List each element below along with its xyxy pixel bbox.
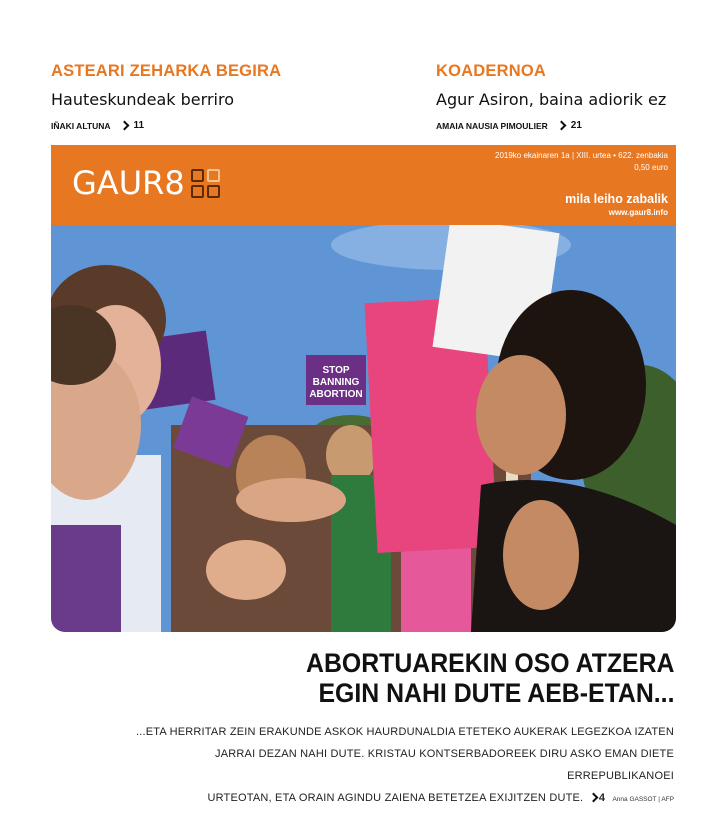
teaser-section-label: KOADERNOA	[436, 62, 546, 80]
protest-sign-purple-2	[306, 355, 366, 405]
teaser-section-label: ASTEARI ZEHARKA BEGIRA	[51, 62, 282, 80]
teaser-left[interactable]	[51, 62, 281, 131]
chevron-right-icon	[588, 793, 598, 803]
page-number: 4	[598, 792, 606, 804]
chevron-right-icon	[556, 121, 566, 131]
teaser-headline[interactable]: Agur Asiron, baina adiorik ez	[436, 90, 667, 109]
main-headline-line2: EGIN NAHI DUTE AEB-ETAN...	[317, 678, 674, 708]
masthead-tagline	[565, 192, 668, 217]
logo-wordmark: GAUR8	[72, 164, 185, 202]
teaser-byline	[436, 120, 666, 131]
motto: mila leiho zabalik	[565, 192, 668, 206]
subhead-line2: JARRAI DEZAN NAHI DUTE. KRISTAU KONTSERBADOREEK DIRU ASKO EMAN DIETE ERREPUBLIKANOEI	[215, 748, 674, 782]
teaser-author: IÑAKI ALTUNA	[51, 120, 111, 131]
page-number: 21	[570, 120, 582, 131]
sign-text-line2: BANNING	[312, 377, 360, 388]
photo-credit: Anna GASSOT | AFP	[612, 796, 674, 803]
sign-text-line3: ABORTION	[309, 389, 363, 400]
masthead-banner	[51, 145, 676, 225]
subhead-line1: ...ETA HERRITAR ZEIN ERAKUNDE ASKOK HAURDUNALDIA ETETEKO AUKERAK LEGEZKOA IZATEN	[135, 726, 674, 738]
page-number: 11	[133, 120, 145, 131]
website-url[interactable]: www.gaur8.info	[608, 208, 668, 217]
page-reference[interactable]	[558, 120, 582, 131]
cover-photo	[51, 225, 676, 632]
sign-text-line1: STOP	[322, 365, 350, 376]
subhead-line3: URTEOTAN, ETA ORAIN AGINDU ZAIENA BETETZEA EXIJITZEN DUTE.	[207, 792, 584, 804]
main-headline-line1: ABORTUAREKIN OSO ATZERA	[305, 648, 674, 678]
masthead-logo[interactable]	[72, 164, 220, 202]
issue-price: 0,50 euro	[634, 163, 668, 172]
page-reference[interactable]	[587, 792, 606, 804]
page-reference[interactable]	[121, 120, 145, 131]
teaser-author: AMAIA NAUSIA PIMOULIER	[436, 120, 548, 131]
teaser-byline	[51, 120, 281, 131]
issue-info	[495, 150, 668, 174]
window-grid-icon	[191, 169, 220, 198]
chevron-right-icon	[119, 121, 129, 131]
subhead-line3-row	[114, 787, 674, 811]
main-subhead	[114, 721, 674, 811]
issue-date: 2019ko ekainaren 1a | XIII. urtea • 622. zenbakia	[495, 151, 668, 160]
main-headline[interactable]	[306, 648, 674, 708]
teaser-headline[interactable]: Hauteskundeak berriro	[51, 90, 234, 109]
teaser-right[interactable]	[436, 62, 666, 131]
